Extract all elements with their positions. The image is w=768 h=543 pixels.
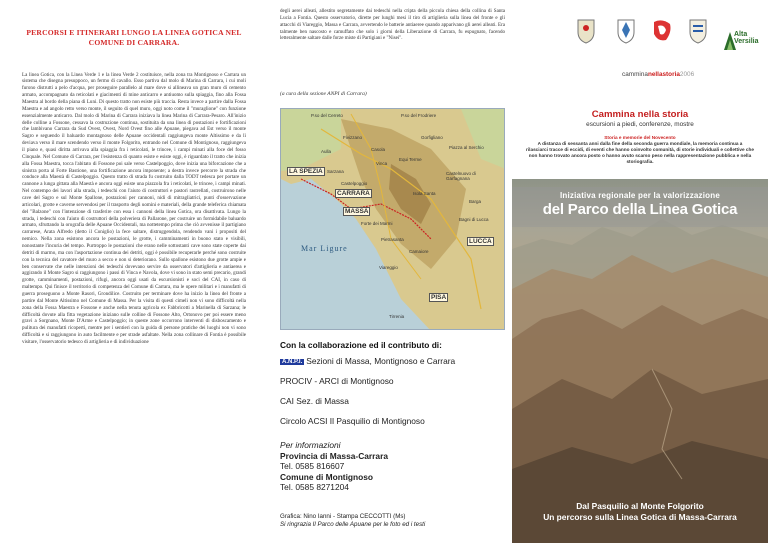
park-banner	[512, 187, 768, 227]
contributor-anpi-text: Sezioni di Massa, Montignoso e Carrara	[306, 356, 456, 366]
sea-label: Mar Ligure	[301, 244, 348, 253]
map-city: CARRARA	[337, 190, 370, 197]
info-comune: Comune di Montignoso	[280, 471, 374, 482]
route-title-line-1: PERCORSI E ITINERARI LUNGO LA LINEA GOTICA NEL	[26, 28, 242, 37]
info-heading: Per informazioni	[280, 440, 341, 450]
logo-part-year: 2006	[679, 71, 695, 78]
contributor-prociv: PROCIV - ARCI di Montignoso	[280, 376, 394, 386]
map-label: Aulla	[321, 149, 332, 154]
map-label: Gorfigliano	[421, 135, 443, 140]
mountain-landscape	[512, 179, 768, 543]
map-label: Vinca	[376, 161, 388, 166]
map-label: Fivizzano	[343, 135, 363, 140]
description-heading: Storia e memorie del Novecento	[604, 135, 676, 140]
info-phone-1: Tel. 0585 816607	[280, 461, 345, 472]
route-title-line-2: COMUNE DI CARRARA.	[88, 38, 180, 48]
map-label: Pietrasanta	[381, 237, 404, 242]
map-label: Tirrenia	[389, 314, 405, 319]
logo-part-cammina: cammina	[622, 71, 648, 78]
map-city: LUCCA	[469, 238, 492, 245]
cammina-nella-storia-logo	[622, 71, 694, 78]
sponsor-logos	[512, 18, 768, 66]
map-label: Equi Terme	[399, 157, 422, 162]
contributor-anpi	[280, 356, 512, 366]
map-label: Barga	[469, 199, 482, 204]
cover-panel	[512, 0, 768, 543]
banner-kicker: Iniziativa regionale per la valorizzazione	[559, 191, 720, 200]
map-label: Bagni di Lucca	[459, 217, 489, 222]
region-emblem-icon	[576, 18, 596, 49]
cover-footer	[512, 501, 768, 524]
cover-title: Cammina nella storia	[591, 109, 689, 120]
map-city: PISA	[431, 294, 447, 301]
map-label: Forte dei Marmi	[361, 221, 393, 226]
map-label: Casola	[371, 147, 386, 152]
contributor-cai: CAI Sez. di Massa	[280, 396, 349, 406]
description-text: A distanza di sessanta anni dalla fine della seconda guerra mondiale, la memoria continua a rilasciarci tracce di eccidi, di eventi che hanno coinvolto comunità, di storie individuali e collettive che non hanno trovato ancora posto o hanno avuto scarso peso nella rappresentazione pubblica e nella storiografia.	[526, 141, 754, 165]
contributors	[280, 340, 512, 426]
map-label: P.so del Frodriere	[401, 113, 437, 118]
map-city: LA SPEZIA	[289, 168, 323, 175]
mountain-photo	[512, 179, 768, 543]
alta-versilia-text: Alta Versilia	[734, 31, 759, 45]
logo-part-nellastoria: nellastoria	[647, 71, 680, 78]
route-title	[22, 28, 246, 49]
map-label: P.so del Cerreto	[311, 113, 343, 118]
map-label: Castelnuovo di Garfagnana	[446, 171, 476, 181]
map-label: Castelpoggio	[341, 181, 368, 186]
alta-versilia-logo	[724, 30, 762, 52]
contributors-heading: Con la collaborazione ed il contributo di:	[280, 340, 442, 350]
info-block	[280, 440, 388, 493]
map-label: Camaiore	[409, 249, 429, 254]
observatory-text: degli aerei alleati, allestito segretamente dai tedeschi nella cripta della piccola chiesa della collina di Santa Lucia a Fontia. Questo osservatorio, dirette per lunghi mesi il tiro di artiglieria sulla linea del fronte e gli attacchi di Viareggio, Massa e Carrara, avvertendo le batterie antiaeree quando apparivano gli aerei alleati. Era talmente ben nascosto e camuffato che solo i giorni della Liberazione di Carrara, fu espugnato, facendo letteralmente saltare dalle forze miste di Partigiani e "Nisei".	[280, 8, 505, 42]
footer-tagline: Un percorso sulla Linea Gotica di Massa-Carrara	[543, 512, 737, 523]
province-emblem-icon	[616, 18, 636, 49]
middle-panel	[280, 0, 512, 543]
map-label: Piazza al Serchio	[449, 145, 484, 150]
region-map	[280, 108, 505, 330]
left-panel	[0, 0, 256, 543]
map-label: Isola Santa	[413, 191, 436, 196]
info-phone-2: Tel. 0585 8271204	[280, 482, 349, 493]
tuscany-region-icon	[650, 18, 674, 49]
grafica-line: Grafica: Nino Ianni - Stampa CECCOTTI (Ms)	[280, 513, 406, 520]
anpi-logo: A.N.P.I.	[282, 358, 303, 365]
cover-subtitle: escursioni a piedi, conferenze, mostre	[586, 121, 694, 128]
map-city: MASSA	[345, 208, 369, 215]
map-label: Viareggio	[379, 265, 398, 270]
banner-title: del Parco della Linea Gotica	[542, 201, 738, 218]
thanks-line: Si ringrazia Il Parco delle Apuane per le foto ed i testi	[280, 521, 426, 529]
credits-footer	[280, 513, 425, 529]
cover-description	[526, 135, 754, 165]
municipality-emblem-icon	[688, 18, 708, 49]
anpi-credit: (a cura della sezione ANPI di Carrara)	[280, 91, 367, 97]
footer-route: Dal Pasquilio al Monte Folgorito	[576, 501, 704, 511]
info-provincia: Provincia di Massa-Carrara	[280, 450, 388, 461]
contributor-acsi: Circolo ACSI Il Pasquilio di Montignoso	[280, 416, 425, 426]
map-label: Sarzana	[327, 169, 344, 174]
route-description: La linea Gotica, con la Linea Verde 1 e la linea Verde 2 costituisce, nella zona tra Montignoso e Carrara un sistema che disegna presuppoco, un fermo di cavallo. Esso partiva dal molo di Marina di Carrara, i cui moli furono distrutti a pelo d'acqua, per proseguire parallelo al mare dove si allineava un gran muro di cemento armato, accompagnato da reticolati e giacimenti di mine anticarro e antiuomo sulla spiaggia, fino alla Fossa Maestra al bordo della piana di Luni. Di questo tratto non esiste più traccia. Resta invece a partire dalla Fossa Maestra e ad angolo retto verso monte, il seguito di quel muro, oggi noto come il "muraglione" con funzione essenzialmente anticarro. Dal molo di Marina di Carrara iniziava la linea Marina di Carrara-Pesaro. All'inizio delle colline a Fossone, cessava la costruzione continua, sostituita da una linea di postazioni e fortificazioni che lambivano Carrara da Sud Ovest, Ovest, Nord Ovest fino alle Apuane, piegava ad Est verso il monte Sagro e seguendo il baluardo montagnoso delle Apuane occidentali raggiungeva monte Altissimo e da lì deviava verso il mare scendendo verso il monte Folgorito, entrando nel Comune di Montignoso, raggiungeva il piano e, quasi diritta arrivava alla spiaggia fra i reticolati, le trincee, i campi minati alla foce del fosso Cinquale. Nel Comune di Carrara, per l'esistenza di quanto esiste e esiste oggi, è riguardato il tratto che inizia alla Fossa Maestra, tocca l'abitato di Fossone poi sale verso Castelpoggio, dove inizia una biforcazione che a sinistra porta al Forte Bastione, una fortificazione ancora imponente; a destra invece percorre la strada che conduce alla Maestà di Castelpoggio. Questo tratto di strada fu costruito dalla TODT tedesca per portare un cannone a lunga gittata alla Maestà e ancora oggi esiste una piazzola fra i reticolati, le trincee, i campi minati. Nel contempo dei lavori alla strada, i tedeschi con l'aiuto di costruttori e pastori rastrellati, costruirono nelle cave del Sagro e sul Monte Spallone, postazioni per cannoni, nidi di mitragliatrici, punti d'osservazione articolari, grotte e caverne servendosi per il trasporto degli uomini e materiali, della grande teleferica chiamata del "Balzone" con l'intenzione di trasferire con essa i cannoni della linea Gotica, ora disattivata. Lungo la strada, i tedeschi con l'aiuto di costruttori della polveriera di Pallarone, per costruire un formidabile baluardo armato, sfruttando la orografia delle Apuane Occidentali, ma nottetempo prima che ciò avvenisse il partigiano carrarese, Arata Alfredo (detto il Coniglio) la fece saltare, distruggendola, rendendo vani i propositi del nemico. Nella zona esistono ancora le postazioni, le grotte, i camminamenti in buono stato e visibili, nonostante l'incuria del tempo. Purtroppo le postazioni che erano nelle sottostanti cave sono state coperte dai detriti di marmo, ma con l'asportazione continua dei detriti, oggi è possibile recuperarle perché sono costruite con la tecnica del cavatore del muro a secco e non si deteriorano. Sullo spallone esistono due grotte ampie e ben conservate che nelle intenzioni dei tedeschi dovevano servire da osservatori d'artiglieria e antiaerea e aggirando il Monte Sagro si raggiungono i passi di Vinca e Navola, dove vi sono in stato semi precario, grandi grotte, camminamenti, postazioni, rifugi, ancora oggi usati da escursionisti e soci del CAI, in caso di maltempo. Qui finisce il territorio di competenza del Comune di Carrara, ma le opere militari e i manufatti di guerra proseguono a Monte Rasori, Grondilice. Costruito per terminare dove ha inizio la linea del fronte a partire dal Monte Altissimo nel Comune di Massa. Per la visita di questi cimeli non vi sono difficoltà nella zona della Fossa Maestra e Fossone e anche nella tenuta agricola ex Fabbricotti a Marinella di Sarzana; le difficoltà dovute alla fitta vegetazione iniziano sulle colline di Fossone Alto, Ortonovo per poi essere meno gravi a Sorgnano, Monte D'Arme e Castelpoggio; in queste zone occorrono interventi di disboscamento e pulitura dei manufatti ricoperti, mentre per i sentieri con la guida di persone pratiche dei luoghi non vi sono difficoltà e si raggiungono in auto facilmente e per strade asfaltate. Nella zona collinare di Fontia è possibile visitare, l'osservatorio tedesco di artiglieria e di individuazione	[22, 71, 246, 346]
